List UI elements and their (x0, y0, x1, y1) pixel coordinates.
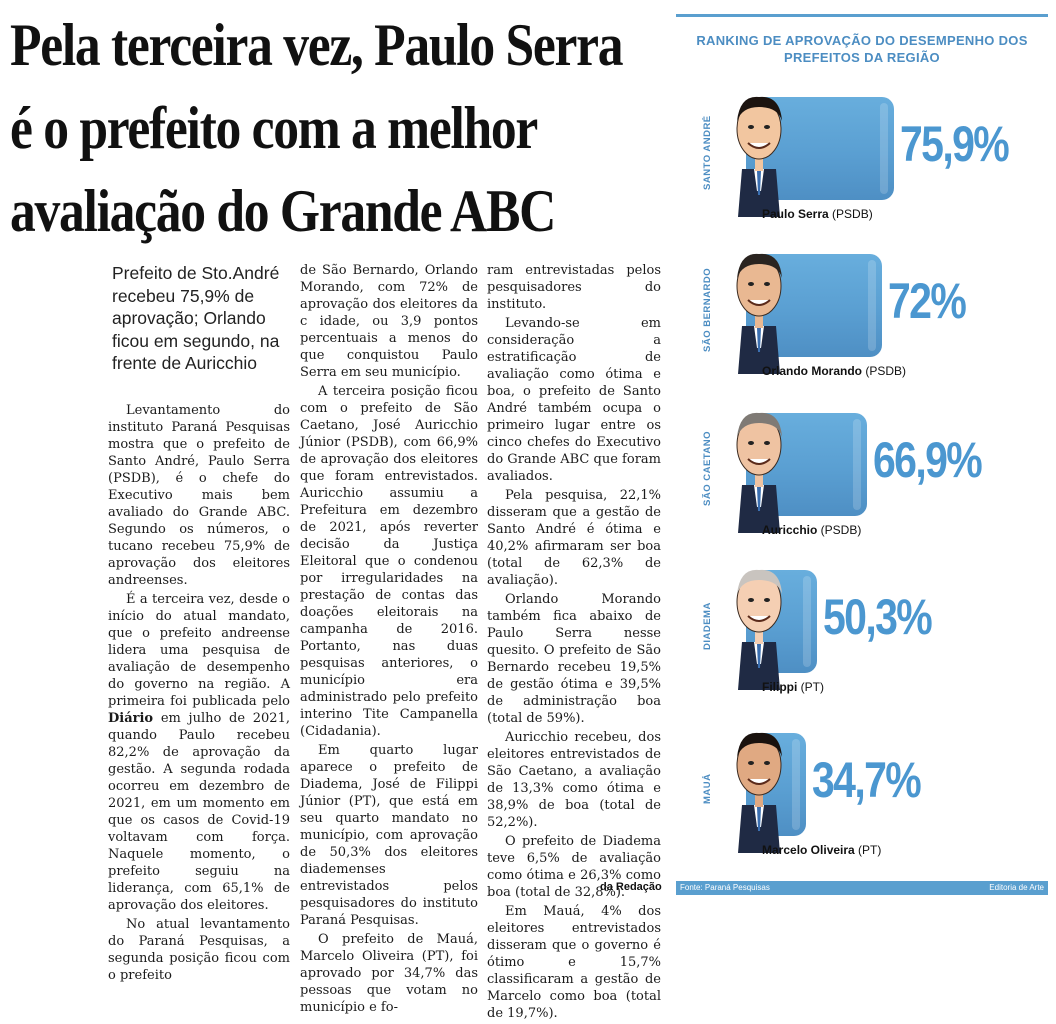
paragraph: de São Bernardo, Orlando Morando, com 72% de aprovação dos eleitores da c idade, ou 3,9 pontos percentuais a menos do que conquistou Paulo Serra em seu município. (300, 263, 478, 380)
mayor-party: (PSDB) (828, 207, 873, 221)
art-credit: Editoria de Arte (989, 883, 1044, 892)
mayor-caricature-icon (724, 564, 794, 690)
chart-title: RANKING DE APROVAÇÃO DO DESEMPENHO DOS PREFEITOS DA REGIÃO (696, 33, 1028, 65)
paragraph: Auricchio recebeu, dos eleitores entrevistados de São Caetano, a avaliação de 13,3% como ótima e 38,9% de boa (total de 52,2%). (487, 730, 661, 830)
paragraph: A terceira posição ficou com o prefeito de São Caetano, José Auricchio Júnior (PSDB), com 66,9% de aprovação dos eleitores que foram entrevistados. Auricchio assumiu a Prefeitura em dezembro de 2021, após reverter decisão da Justiça Eleitoral que o condenou por irregularidades na prestação de contas das doações eleitorais na campanha de 2016. Portanto, nas duas pesquisas anteriores, o município era administrado pelo prefeito interino Tite Campanella (Cidadania). (300, 384, 478, 739)
mayor-party: (PSDB) (817, 523, 862, 537)
city-label: DIADEMA (702, 602, 713, 650)
mayor-name-label (762, 843, 881, 857)
mayor-caricature-icon (724, 407, 794, 533)
headline (10, 4, 670, 253)
ranking-infographic (676, 0, 1048, 900)
paragraph-text: em julho de 2021, quando Paulo recebeu 82,2% de aprovação da gestão. A segunda rodada ocorreu em dezembro de 2021, em um momento em que os casos de Covid-19 voltavam com força. Naquele momento, o prefeito seguiu na liderança, com 65,1% de aprovação dos eleitores. (108, 711, 290, 913)
approval-value-label: 72% (888, 273, 966, 329)
mayor-name: Auricchio (762, 523, 818, 537)
headline-line-3: avaliação do Grande ABC (10, 178, 556, 244)
mayor-name: Marcelo Oliveira (762, 843, 855, 857)
mayor-name-label (762, 364, 906, 378)
panel-top-rule (676, 14, 1048, 17)
paragraph (108, 591, 290, 914)
article-column-3 (487, 262, 661, 1024)
mayor-party: (PSDB) (862, 364, 907, 378)
mayor-caricature-icon (724, 727, 794, 853)
paragraph-text: É a terceira vez, desde o início do atual mandato, que o prefeito andreense lidera uma pesquisa de avaliação de desempenho do governo na região. A primeira foi publicada pelo (108, 592, 290, 709)
headline-line-1: Pela terceira vez, Paulo Serra (10, 12, 623, 78)
paragraph: O prefeito de Mauá, Marcelo Oliveira (PT), foi aprovado por 34,7% das pessoas que votam no município e fo- (300, 932, 478, 1015)
city-label: SÃO BERNARDO (702, 267, 713, 353)
ranking-row (676, 97, 1048, 232)
mayor-name: Filippi (762, 680, 798, 694)
city-label: SÃO CAETANO (702, 431, 713, 507)
source-note: Fonte: Paraná Pesquisas (680, 883, 770, 892)
approval-value-label: 50,3% (823, 589, 932, 645)
mayor-party: (PT) (797, 680, 824, 694)
paragraph: No atual levantamento do Paraná Pesquisas, a segunda posição ficou com o prefeito (108, 917, 290, 983)
mayor-name: Paulo Serra (762, 207, 829, 221)
mayor-party: (PT) (854, 843, 882, 857)
ranking-row (676, 733, 1048, 868)
city-label: SANTO ANDRÉ (702, 115, 713, 191)
paragraph: Levando-se em consideração a estratificação de avaliação como ótima e boa, o prefeito de Santo André também ocupa o primeiro lugar entre os cinco chefes do Executivo do Grande ABC que foram avaliados. (487, 316, 661, 484)
mayor-caricature-icon (724, 248, 794, 374)
paragraph: Em Mauá, 4% dos eleitores entrevistados disseram que o governo é ótimo e 15,7% classificaram a gestão de Marcelo como boa (total de 19,7%). (487, 904, 661, 1021)
newspaper-name: Diário (108, 711, 154, 726)
paragraph: Orlando Morando também fica abaixo de Paulo Serra nesse quesito. O prefeito de São Bernardo recebeu 19,5% de gestão ótima e 39,5% de administração boa (total de 59%). (487, 592, 661, 726)
paragraph: ram entrevistadas pelos pesquisadores do instituto. (487, 263, 661, 312)
approval-value-label: 66,9% (873, 432, 982, 488)
mayor-caricature-icon (724, 91, 794, 217)
approval-value-label: 75,9% (900, 116, 1009, 172)
paragraph: Em quarto lugar aparece o prefeito de Diadema, José de Filippi Júnior (PT), que está em seu quarto mandato no município, com aprovação de 50,3% dos eleitores diademenses entrevistados pelos pesquisadores do instituto Paraná Pesquisas. (300, 743, 478, 928)
mayor-name-label (762, 207, 873, 221)
ranking-row (676, 570, 1048, 705)
paragraph: Pela pesquisa, 22,1% disseram que a gestão de Santo André é ótima e 40,2% afirmaram ser boa (total de 62,3% de avaliação). (487, 488, 661, 588)
mayor-name-label (762, 680, 824, 694)
ranking-row (676, 413, 1048, 548)
paragraph: Levantamento do instituto Paraná Pesquisas mostra que o prefeito de Santo André, Paulo Serra (PSDB), é o chefe do Executivo mais bem avaliado do Grande ABC. Segundo os números, o tucano recebeu 75,9% de aprovação dos eleitores andreenses. (108, 403, 290, 588)
deck-subheadline: Prefeito de Sto.André recebeu 75,9% de aprovação; Orlando ficou em segundo, na frente de Auricchio (112, 263, 280, 373)
approval-value-label: 34,7% (812, 752, 921, 808)
ranking-row (676, 254, 1048, 389)
headline-line-2: é o prefeito com a melhor (10, 95, 538, 161)
byline: da Redação (600, 881, 662, 893)
article-column-1 (108, 402, 290, 986)
panel-footer (676, 881, 1048, 895)
article-column-2 (300, 262, 478, 1018)
paragraph: O prefeito de Diadema teve 6,5% de avaliação como ótima e 26,3% como boa (total de 32,8%). (487, 834, 661, 900)
mayor-name-label (762, 523, 861, 537)
city-label: MAUÁ (702, 773, 713, 805)
mayor-name: Orlando Morando (762, 364, 862, 378)
